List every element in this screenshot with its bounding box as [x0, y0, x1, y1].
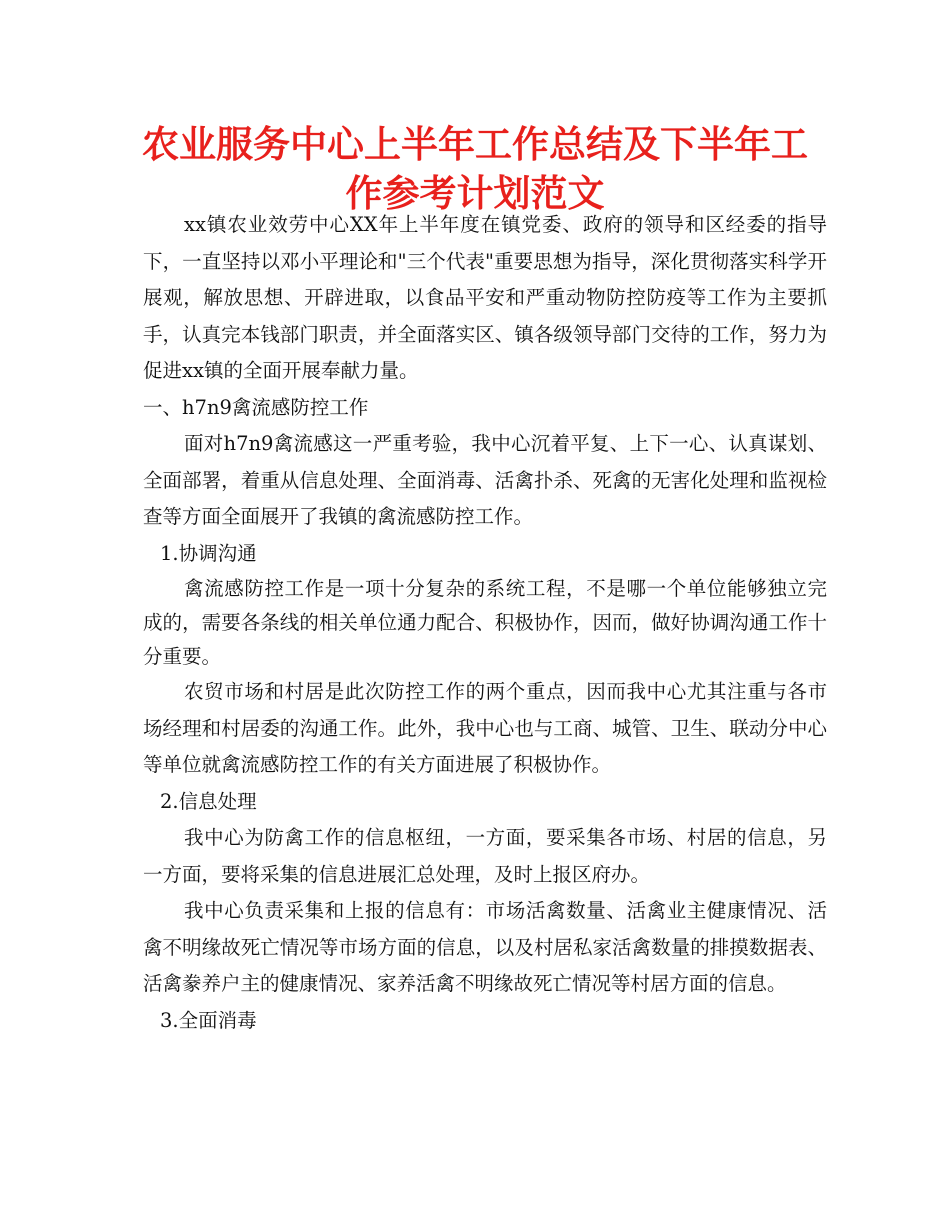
subheading-disinfection: 3.全面消毒	[160, 1008, 257, 1032]
coordination-paragraph-2: 农贸市场和村居是此次防控工作的两个重点，因而我中心尤其注重与各市场经理和村居委的沟通工作。此外，我中心也与工商、城管、卫生、联动分中心等单位就禽流感防控工作的有关方面进展了积极协作。	[143, 680, 827, 776]
section-1-paragraph: 面对h7n9禽流感这一严重考验，我中心沉着平复、上下一心、认真谋划、全面部署，着重从信息处理、全面消毒、活禽扑杀、死禽的无害化处理和监视检查等方面全面展开了我镇的禽流感防控工作。	[143, 432, 827, 528]
coordination-paragraph-1: 禽流感防控工作是一项十分复杂的系统工程，不是哪一个单位能够独立完成的，需要各条线的相关单位通力配合、积极协作，因而，做好协调沟通工作十分重要。	[143, 577, 827, 668]
information-paragraph-1: 我中心为防禽工作的信息枢纽，一方面，要采集各市场、村居的信息，另一方面，要将采集的信息进展汇总处理，及时上报区府办。	[143, 826, 827, 886]
subheading-coordination: 1.协调沟通	[160, 541, 257, 565]
document-body	[143, 207, 827, 1039]
document-title: 农业服务中心上半年工作总结及下半年工作参考计划范文	[142, 123, 808, 215]
intro-paragraph: xx镇农业效劳中心XX年上半年度在镇党委、政府的领导和区经委的指导下，一直坚持以邓小平理论和"三个代表"重要思想为指导，深化贯彻落实科学开展观，解放思想、开辟进取，以食品平安和严重动物防控防疫等工作为主要抓手，认真完本钱部门职责，并全面落实区、镇各级领导部门交待的工作，努力为促进xx镇的全面开展奉献力量。	[143, 213, 827, 382]
section-heading-1: 一、h7n9禽流感防控工作	[143, 395, 369, 419]
subheading-information: 2.信息处理	[160, 789, 257, 813]
information-paragraph-2: 我中心负责采集和上报的信息有：市场活禽数量、活禽业主健康情况、活禽不明缘故死亡情况等市场方面的信息，以及村居私家活禽数量的排摸数据表、活禽豢养户主的健康情况、家养活禽不明缘故死亡情况等村居方面的信息。	[143, 899, 827, 995]
